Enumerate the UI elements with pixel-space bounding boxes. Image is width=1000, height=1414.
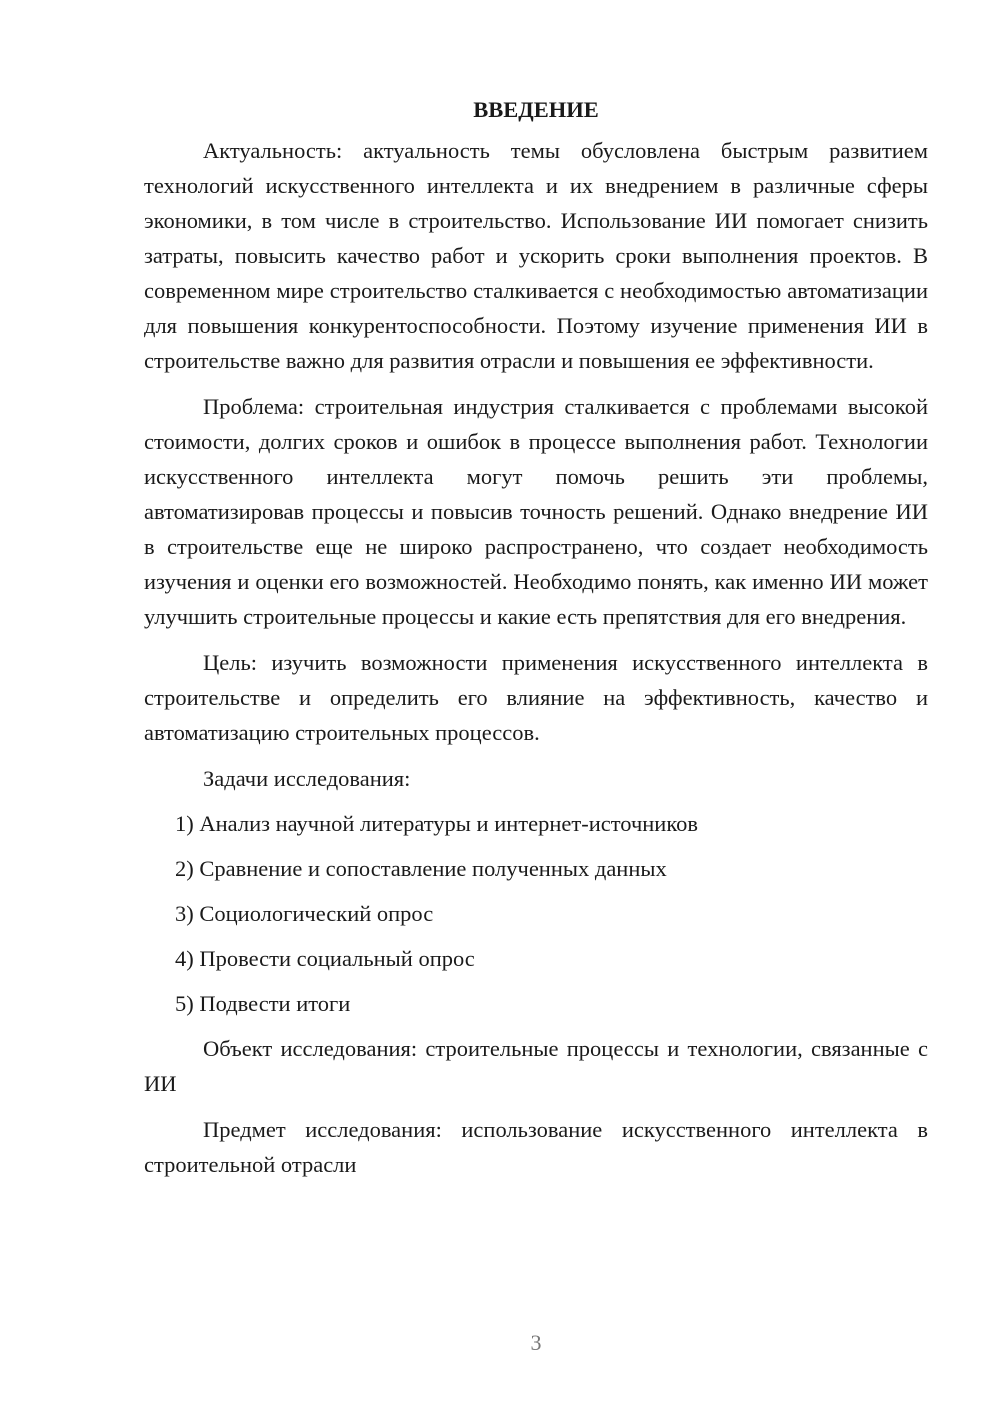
page-title: ВВЕДЕНИЕ — [473, 97, 599, 122]
task-item: 4) Провести социальный опрос — [175, 946, 475, 971]
page-body — [144, 92, 928, 1193]
object-paragraph: Объект исследования: строительные процессы и технологии, связанные с ИИ — [144, 1036, 928, 1096]
tasks-list — [144, 806, 928, 1021]
page-number: 3 — [530, 1330, 542, 1355]
subject-paragraph: Предмет исследования: использование искусственного интеллекта в строительной отрасли — [144, 1117, 928, 1177]
task-item: 2) Сравнение и сопоставление полученных данных — [175, 856, 667, 881]
task-item: 5) Подвести итоги — [175, 991, 351, 1016]
tasks-heading: Задачи исследования: — [203, 766, 411, 791]
problem-paragraph: Проблема: строительная индустрия сталкивается с проблемами высокой стоимости, долгих сроков и ошибок в процессе выполнения работ. Технологии искусственного интеллекта могут помочь решить эти проблемы, автоматизировав процессы и повысив точность решений. Однако внедрение ИИ в строительстве еще не широко распространено, что создает необходимость изучения и оценки его возможностей. Необходимо понять, как именно ИИ может улучшить строительные процессы и какие есть препятствия для его внедрения. — [144, 394, 928, 629]
goal-paragraph: Цель: изучить возможности применения искусственного интеллекта в строительстве и определить его влияние на эффективность, качество и автоматизацию строительных процессов. — [144, 650, 928, 745]
task-item: 3) Социологический опрос — [175, 901, 434, 926]
relevance-paragraph: Актуальность: актуальность темы обусловлена быстрым развитием технологий искусственного интеллекта и их внедрением в различные сферы экономики, в том числе в строительство. Использование ИИ помогает снизить затраты, повысить качество работ и ускорить сроки выполнения проектов. В современном мире строительство сталкивается с необходимостью автоматизации для повышения конкурентоспособности. Поэтому изучение применения ИИ в строительстве важно для развития отрасли и повышения ее эффективности. — [144, 138, 928, 373]
task-item: 1) Анализ научной литературы и интернет-источников — [175, 811, 699, 836]
